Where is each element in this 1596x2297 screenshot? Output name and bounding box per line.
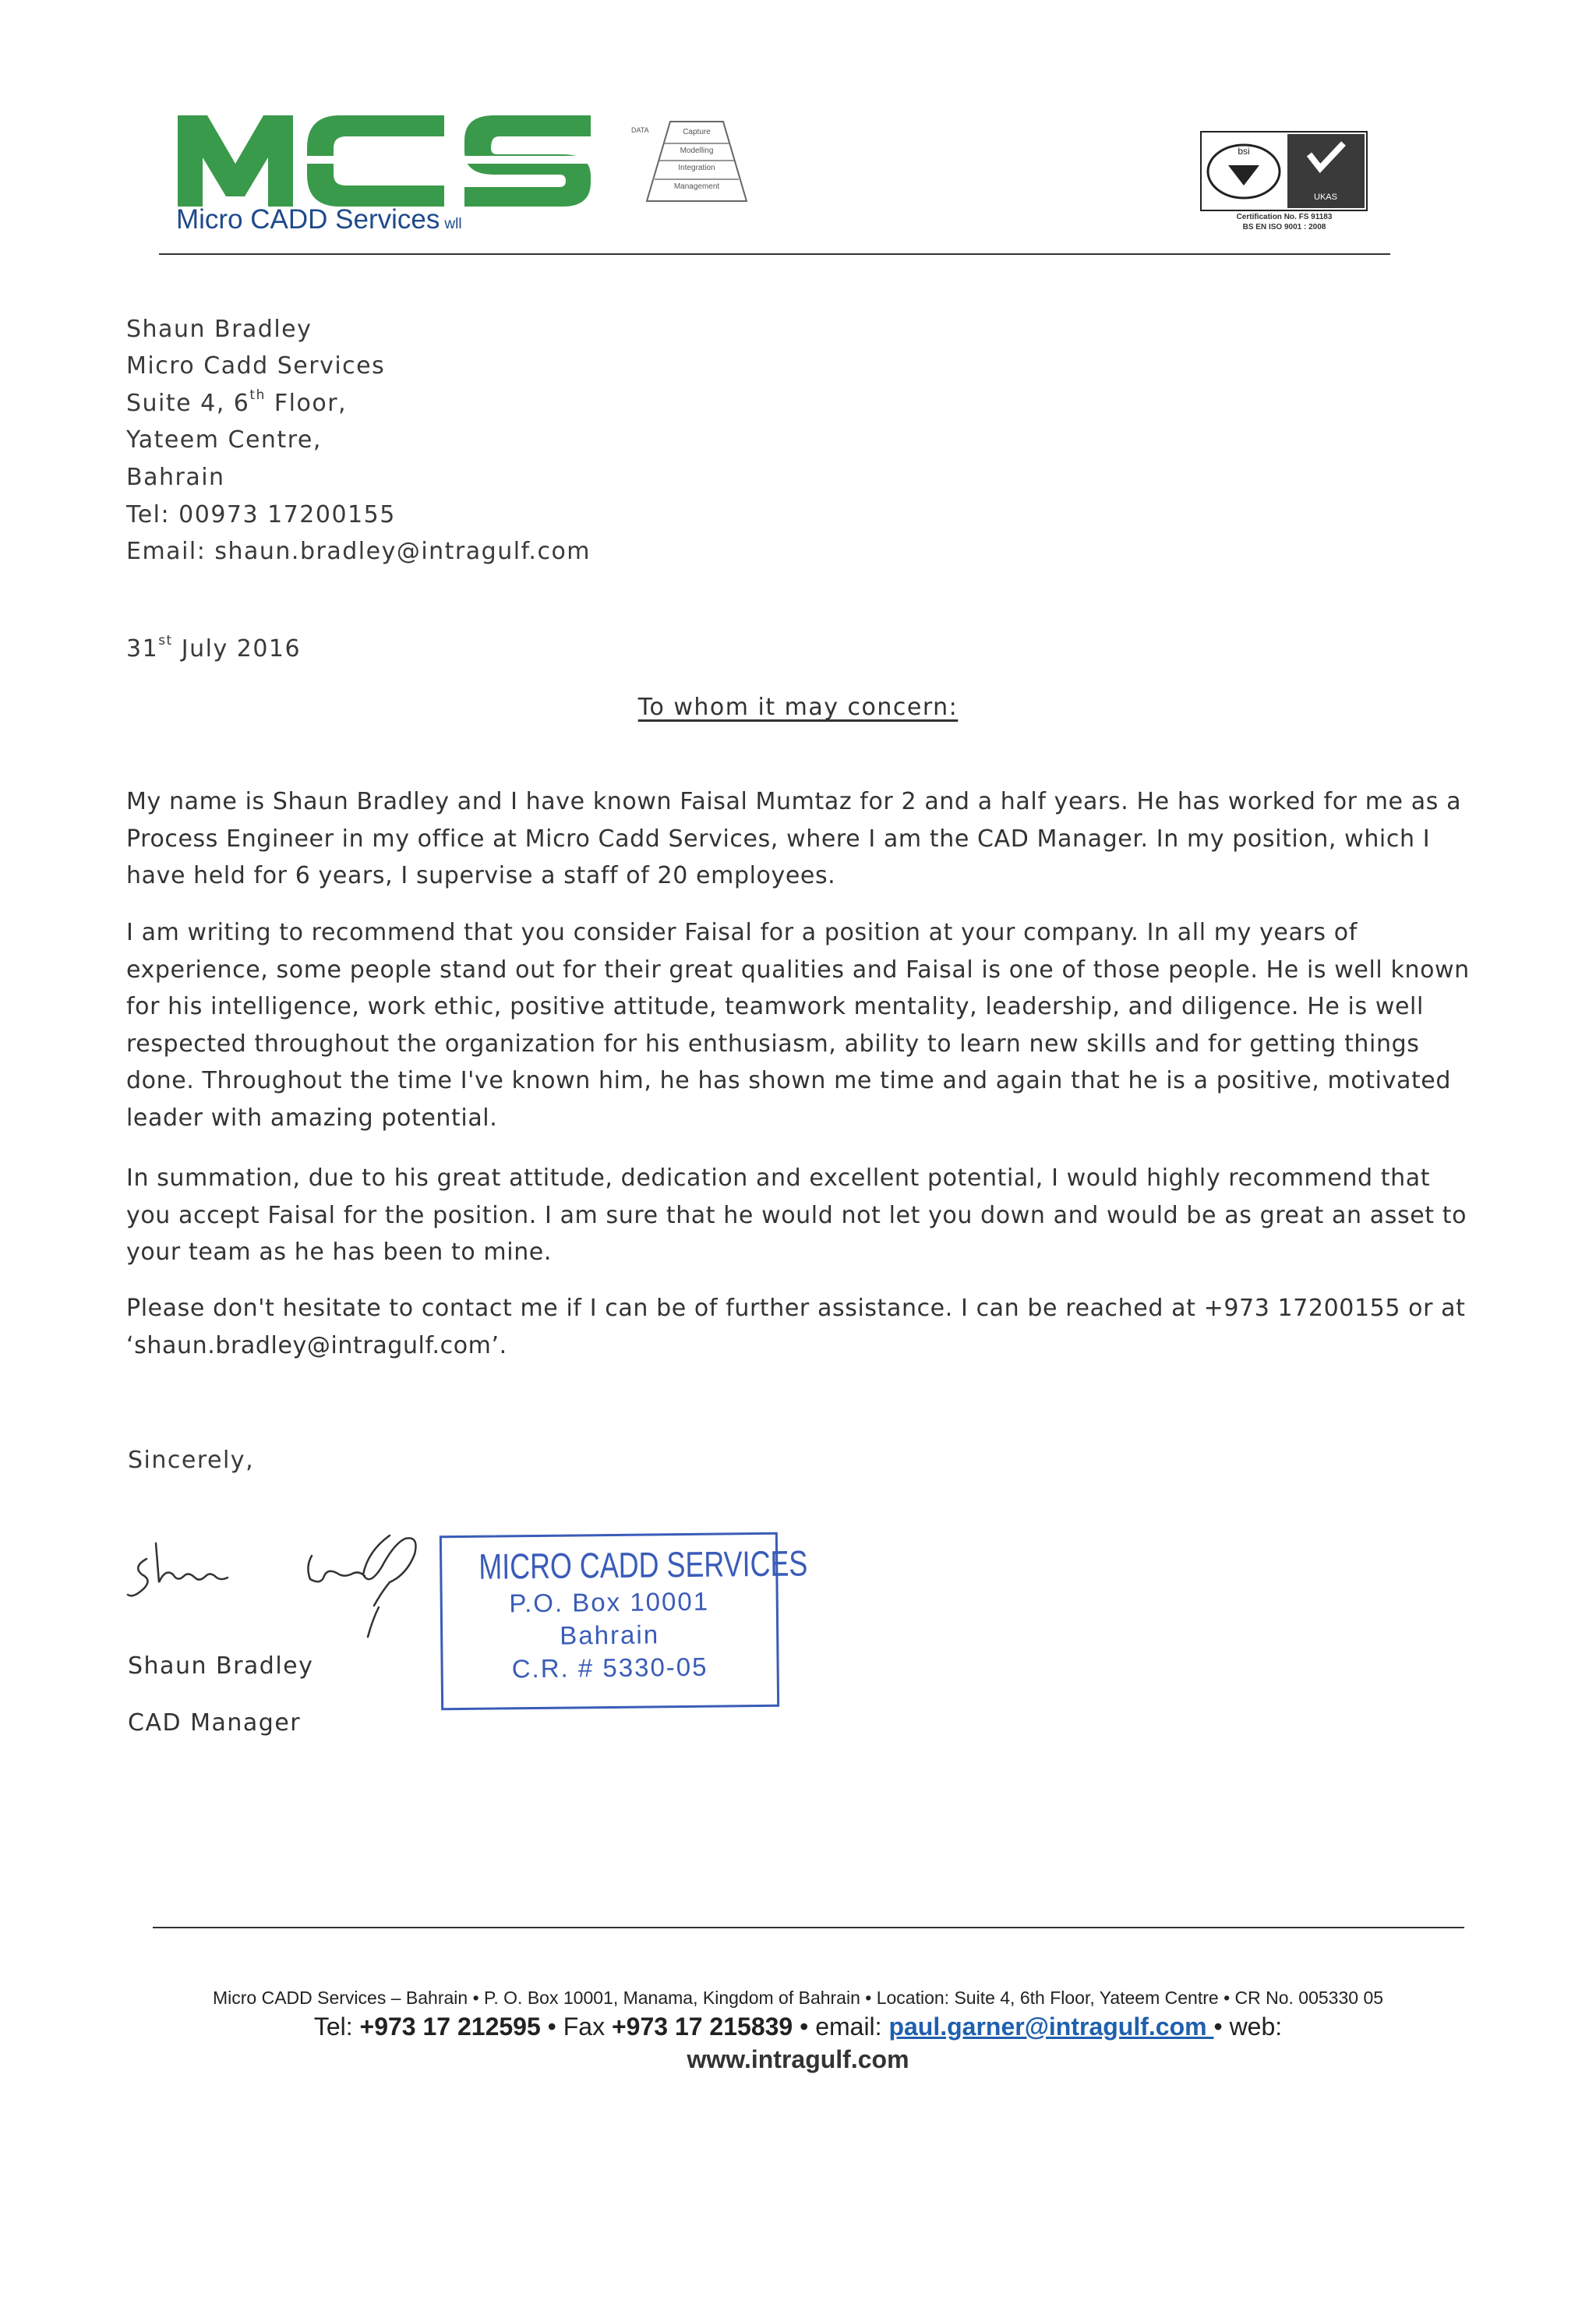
stamp-cr: C.R. # 5330-05 [511,1652,708,1684]
certification-badge [1200,131,1368,211]
bsi-label: bsi [1238,146,1250,157]
company-name-logo [176,204,462,235]
company-suffix: wll [444,216,462,232]
footer-tel: +973 17 212595 [359,2013,541,2041]
sender-suite: Suite 4, 6th Floor, [126,387,348,417]
stamp-po-box: P.O. Box 10001 [509,1586,710,1618]
signatory-title: CAD Manager [128,1709,302,1737]
sender-email: Email: shaun.bradley@intragulf.com [126,538,591,565]
body-paragraph-2: I am writing to recommend that you consider Faisal for a position at your company. In all my years of experience, some people stand out for their great qualities and Faisal is one of those people. He is well known for his intelligence, work ethic, positive attitude, teamwork mentality, leadership, and diligence. He is well respected throughout the organization for his enthusiasm, ability to learn new skills and for getting things done. Throughout the time I've known him, he has shown me time and again that he is a positive, motivated leader with amazing potential. [126,919,1470,1132]
sender-building: Yateem Centre, [126,426,322,454]
dcim-line-4: Management [673,182,720,191]
dcim-line-3: Integration [678,164,715,172]
footer-fax: +973 17 215839 [611,2013,793,2041]
mcs-logo [173,109,594,210]
ukas-label: UKAS [1314,193,1337,202]
closing: Sincerely, [128,1447,255,1474]
signatory-name: Shaun Bradley [128,1652,314,1680]
sender-tel: Tel: 00973 17200155 [126,501,396,528]
cert-number: Certification No. FS 91183 [1236,213,1333,221]
stamp-country: Bahrain [560,1620,660,1650]
footer-web-link[interactable]: www.intragulf.com [687,2045,909,2073]
sender-country: Bahrain [126,464,225,491]
stamp-company: MICRO CADD SERVICES [478,1543,808,1587]
dcim-line-1: Capture [683,128,711,136]
letter-subject: To whom it may concern: [637,694,959,721]
sender-name: Shaun Bradley [126,316,312,343]
company-name: Micro CADD Services [176,204,440,235]
cert-standard: BS EN ISO 9001 : 2008 [1242,223,1326,231]
footer-contacts: Tel: +973 17 212595 • Fax +973 17 215839 • email: paul.garner@intragulf.com • web: [313,2013,1283,2041]
letter-date: 31st July 2016 [126,633,302,663]
body-paragraph-1: My name is Shaun Bradley and I have known Faisal Mumtaz for 2 and a half years. He has worked for me as a Process Engineer in my office at Micro Cadd Services, where I am the CAD Manager. In my position, which I have held for 6 years, I supervise a staff of 20 employees. [126,788,1462,889]
dcim-logo [630,117,770,207]
body-paragraph-4: Please don't hesitate to contact me if I can be of further assistance. I can be reached at +973 17200155 or at ‘shaun.bradley@intragulf.com’. [126,1295,1466,1359]
footer-address: Micro CADD Services – Bahrain • P. O. Box 10001, Manama, Kingdom of Bahrain • Location: Suite 4, 6th Floor, Yateem Centre • CR No. 005330 05 [212,1988,1384,2008]
footer-divider [153,1927,1464,1928]
certification-text [1191,212,1378,232]
dcim-prefix: DATA [631,126,649,134]
header-divider [159,253,1390,255]
footer-email-link[interactable]: paul.garner@intragulf.com [888,2013,1214,2041]
company-stamp [440,1532,808,1711]
sender-company: Micro Cadd Services [126,352,386,380]
handwritten-signature [125,1520,452,1652]
body-paragraph-3: In summation, due to his great attitude, dedication and excellent potential, I would highly recommend that you accept Faisal for the position. I am sure that he would not let you down and would be as great an asset to your team as he has been to mine. [126,1164,1467,1266]
dcim-line-2: Modelling [680,147,714,155]
